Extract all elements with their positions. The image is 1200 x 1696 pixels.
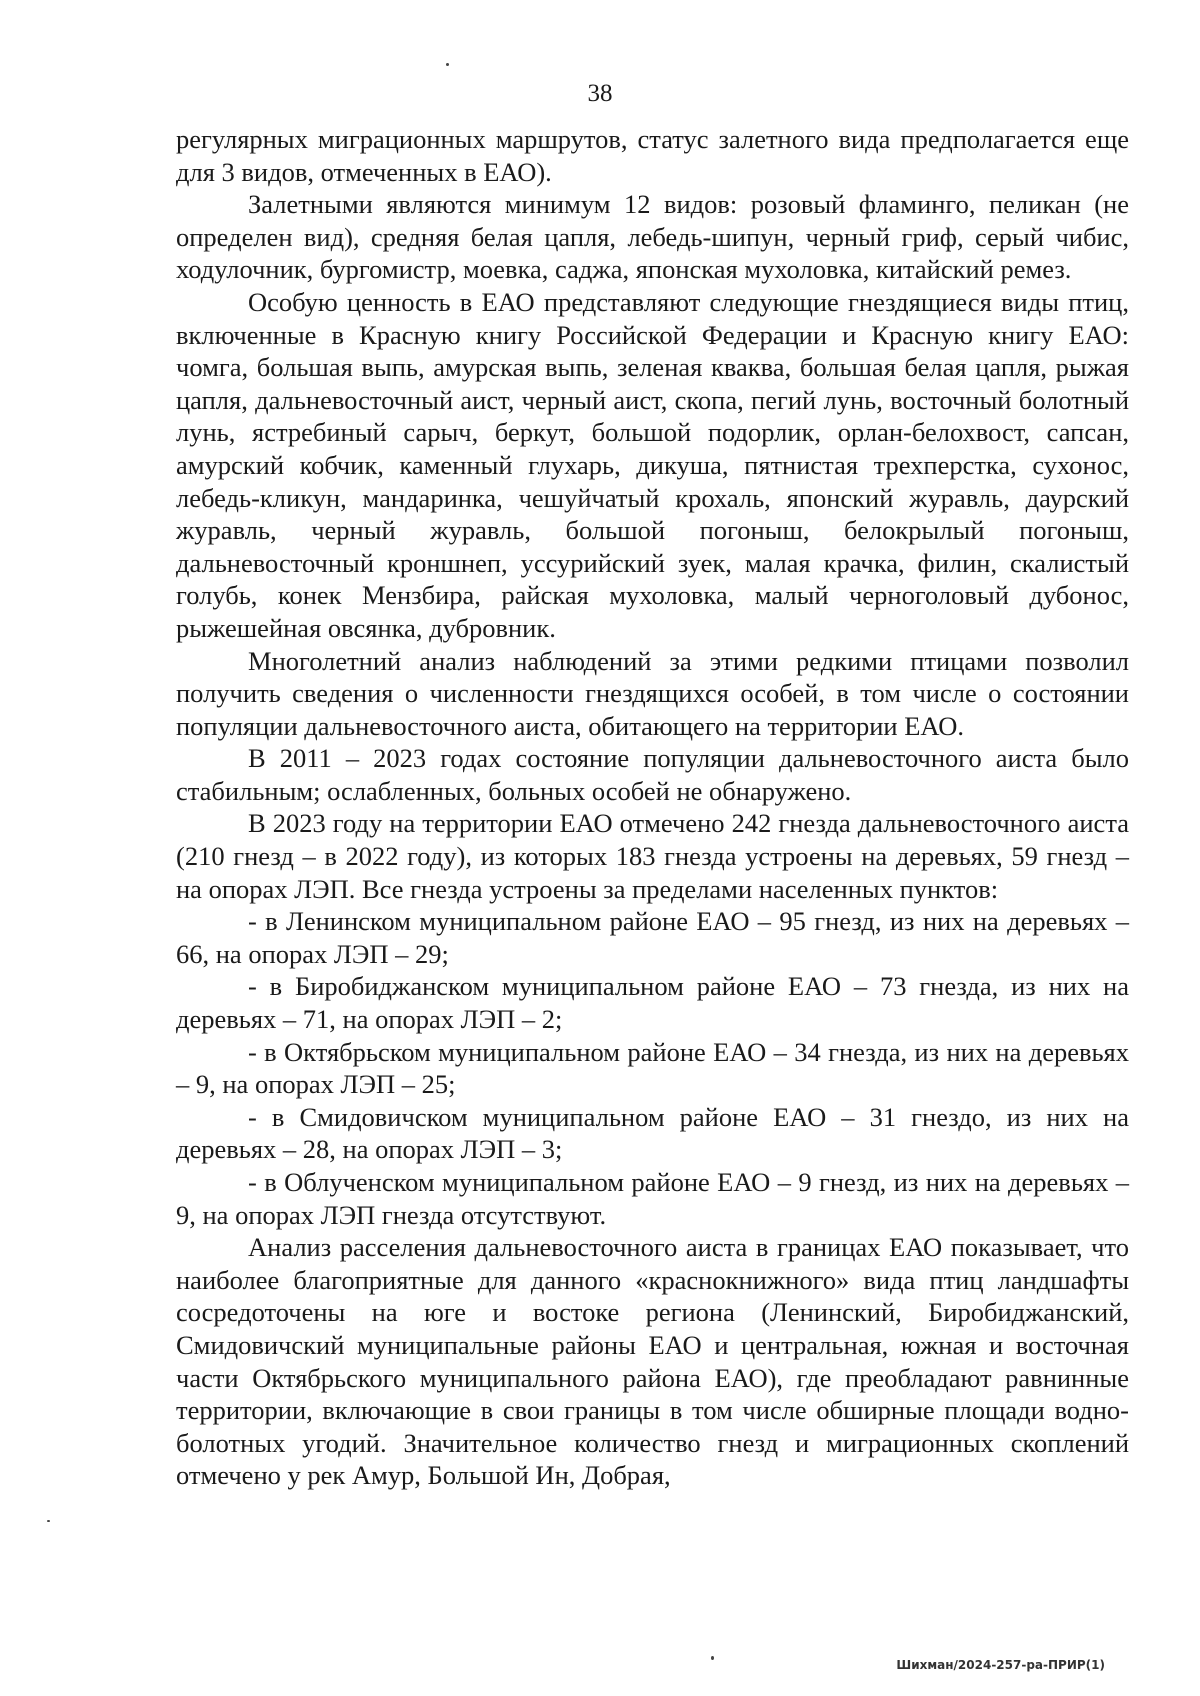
list-item: - в Биробиджанском муниципальном районе ЕАО – 73 гнезда, из них на деревьях – 71, на опорах ЛЭП – 2; bbox=[176, 971, 1129, 1035]
document-body bbox=[176, 123, 1129, 1492]
list-item: - в Октябрьском муниципальном районе ЕАО – 34 гнезда, из них на деревьях – 9, на опорах ЛЭП – 25; bbox=[176, 1036, 1129, 1100]
list-item: - в Ленинском муниципальном районе ЕАО – 95 гнезд, из них на деревьях – 66, на опорах ЛЭП – 29; bbox=[176, 906, 1129, 969]
list-item: - в Смидовичском муниципальном районе ЕАО – 31 гнездо, из них на деревьях – 28, на опорах ЛЭП – 3; bbox=[176, 1101, 1129, 1165]
page-number: 38 bbox=[587, 80, 613, 107]
scan-speck bbox=[47, 1520, 50, 1522]
paragraph: регулярных миграционных маршрутов, статус залетного вида предполагается еще для 3 видов, отмеченных в ЕАО). bbox=[176, 124, 1129, 187]
document-code: Шихман/2024-257-ра-ПРИР(1) bbox=[896, 1658, 1105, 1672]
paragraph: Многолетний анализ наблюдений за этими редкими птицами позволил получить сведения о численности гнездящихся особей, в том числе о состоянии популяции дальневосточного аиста, обитающего на территории ЕАО. bbox=[176, 645, 1129, 741]
paragraph: Залетными являются минимум 12 видов: розовый фламинго, пеликан (не определен вид), средняя белая цапля, лебедь-шипун, черный гриф, серый чибис, ходулочник, бургомистр, моевка, саджа, японская мухоловка, китайский ремез. bbox=[176, 189, 1129, 285]
paragraph: В 2011 – 2023 годах состояние популяции дальневосточного аиста было стабильным; ослабленных, больных особей не обнаружено. bbox=[176, 743, 1129, 806]
scan-speck bbox=[711, 1656, 714, 1660]
scan-speck bbox=[446, 63, 449, 66]
paragraph: Анализ расселения дальневосточного аиста в границах ЕАО показывает, что наиболее благоприятные для данного «краснокнижного» вида птиц ландшафты сосредоточены на юге и востоке региона (Ленинский, Биробиджанский, Смидовичский муниципальные районы ЕАО и центральная, южная и восточная части Октябрьского муниципального района ЕАО), где преобладают равнинные территории, включающие в свои границы в том числе обширные площади водно-болотных угодий. Значительное количество гнезд и миграционных скоплений отмечено у рек Амур, Большой Ин, Добрая, bbox=[176, 1232, 1129, 1491]
list-item: - в Облученском муниципальном районе ЕАО – 9 гнезд, из них на деревьях – 9, на опорах ЛЭП гнезда отсутствуют. bbox=[176, 1167, 1129, 1230]
paragraph: В 2023 году на территории ЕАО отмечено 242 гнезда дальневосточного аиста (210 гнезд – в 2022 году), из которых 183 гнезда устроены на деревьях, 59 гнезд – на опорах ЛЭП. Все гнезда устроены за пределами населенных пунктов: bbox=[176, 808, 1129, 904]
paragraph: Особую ценность в ЕАО представляют следующие гнездящиеся виды птиц, включенные в Красную книгу Российской Федерации и Красную книгу ЕАО: чомга, большая выпь, амурская выпь, зеленая кваква, большая белая цапля, рыжая цапля, дальневосточный аист, черный аист, скопа, пегий лунь, восточный болотный лунь, ястребиный сарыч, беркут, большой подорлик, орлан-белохвост, сапсан, амурский кобчик, каменный глухарь, дикуша, пятнистая трехперстка, сухонос, лебедь-кликун, мандаринка, чешуйчатый крохаль, японский журавль, даурский журавль, черный журавль, большой погоныш, белокрылый погоныш, дальневосточный кроншнеп, уссурийский зуек, малая крачка, филин, скалистый голубь, конек Мензбира, райская мухоловка, малый черноголовый дубонос, рыжешейная овсянка, дубровник. bbox=[176, 286, 1129, 643]
